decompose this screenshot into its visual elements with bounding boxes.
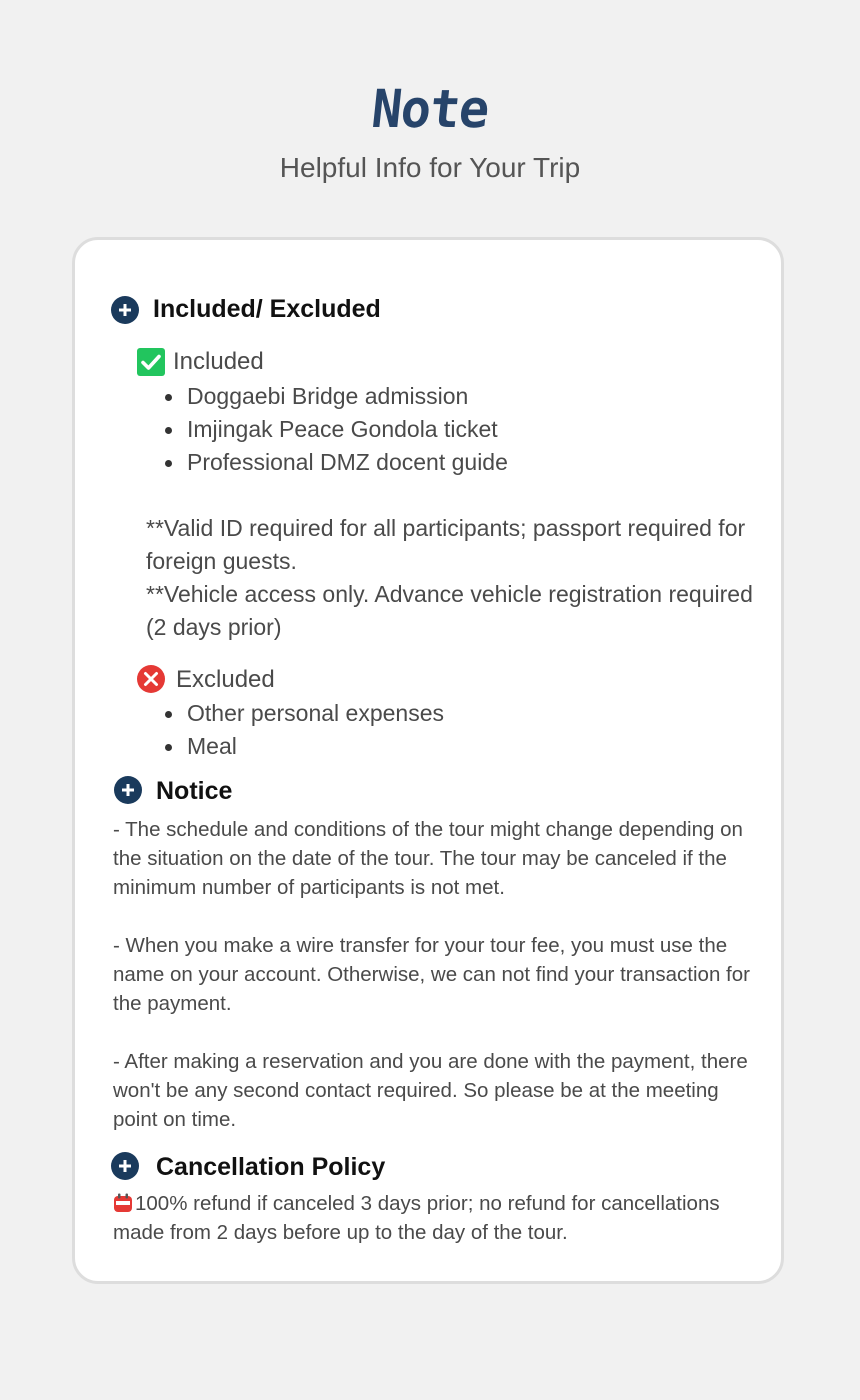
list-item: Meal xyxy=(163,730,444,763)
list-item: Professional DMZ docent guide xyxy=(163,446,508,479)
calendar-icon xyxy=(113,1193,133,1213)
cross-mark-icon xyxy=(137,665,165,693)
notice-paragraph-schedule: - The schedule and conditions of the tour might change depending on the situation on the date of the tour. The tour may be canceled if the minimum number of participants is not met. xyxy=(113,818,743,899)
excluded-list xyxy=(163,697,444,763)
page-header xyxy=(0,78,860,186)
page-subtitle: Helpful Info for Your Trip xyxy=(279,152,581,183)
id-requirement-note: **Valid ID required for all participants; passport required for foreign guests. xyxy=(146,515,746,574)
page-title: Note xyxy=(368,78,492,140)
notice-paragraph-reservation: - After making a reservation and you are done with the payment, there won't be any second contact required. So please be at the meeting point on time. xyxy=(113,1050,748,1131)
list-item: Doggaebi Bridge admission xyxy=(163,380,508,413)
plus-circle-icon xyxy=(111,296,139,324)
cancellation-paragraph xyxy=(113,1189,753,1247)
cancellation-title: Cancellation Policy xyxy=(156,1153,386,1181)
included-excluded-title: Included/ Excluded xyxy=(153,295,381,323)
vehicle-access-note: **Vehicle access only. Advance vehicle registration required (2 days prior) xyxy=(146,581,753,640)
list-item: Other personal expenses xyxy=(163,697,444,730)
check-mark-icon xyxy=(137,348,165,376)
info-card xyxy=(72,237,784,1284)
excluded-label: Excluded xyxy=(176,666,275,693)
list-item: Imjingak Peace Gondola ticket xyxy=(163,413,508,446)
included-list xyxy=(163,380,508,479)
plus-circle-icon xyxy=(111,1152,139,1180)
notice-paragraph-wire-transfer: - When you make a wire transfer for your tour fee, you must use the name on your account. Otherwise, we can not find your transaction for the payment. xyxy=(113,934,750,1015)
included-label: Included xyxy=(173,348,264,375)
plus-circle-icon xyxy=(114,776,142,804)
notice-title: Notice xyxy=(156,777,233,805)
cancellation-text: 100% refund if canceled 3 days prior; no refund for cancellations made from 2 days before up to the day of the tour. xyxy=(113,1192,720,1244)
